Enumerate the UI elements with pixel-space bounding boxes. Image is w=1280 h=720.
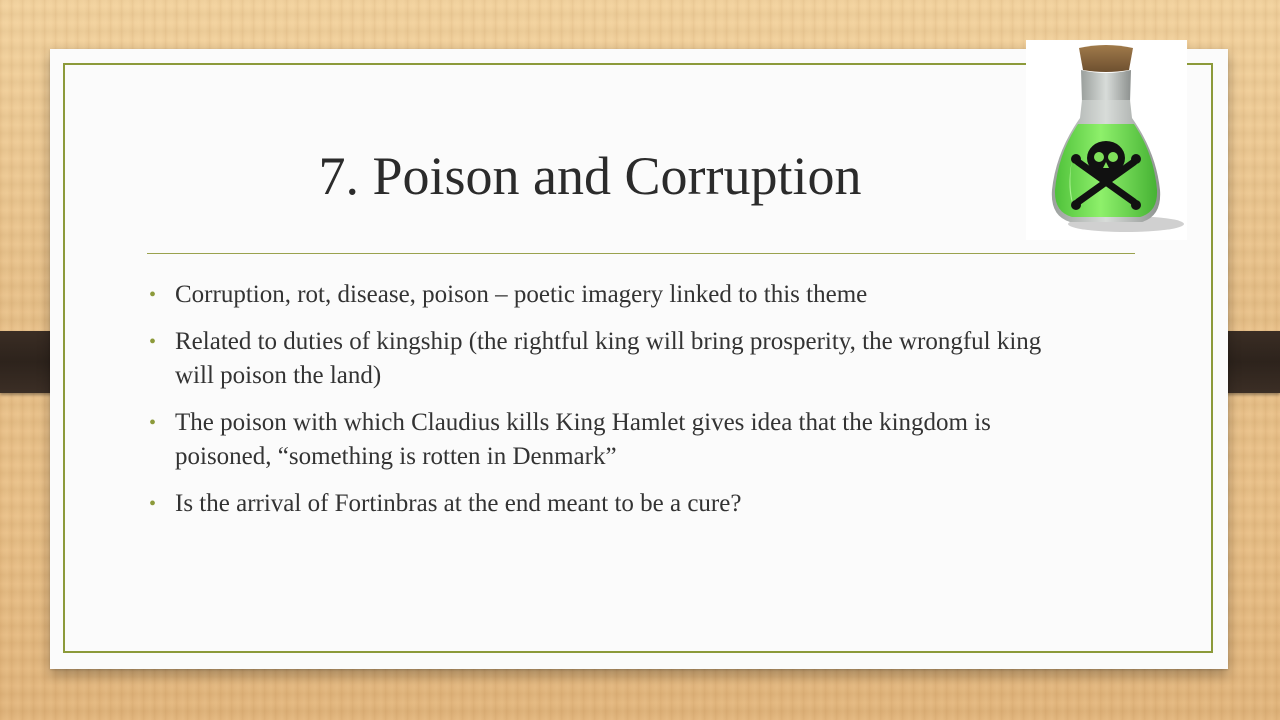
- title-divider: [147, 253, 1135, 254]
- bullet-item: [145, 278, 1075, 312]
- bullet-text: The poison with which Claudius kills King Hamlet gives idea that the kingdom is poisoned, “something is rotten in Denmark”: [175, 409, 991, 470]
- bullet-text: Related to duties of kingship (the rightful king will bring prosperity, the wrongful king will poison the land): [175, 328, 1042, 389]
- bullet-item: [145, 325, 1075, 393]
- bullet-item: [145, 406, 1075, 474]
- bullet-item: [145, 487, 1075, 521]
- poison-bottle-image: [1026, 40, 1187, 240]
- bullet-dot-icon: •: [149, 284, 157, 306]
- bullet-dot-icon: •: [149, 493, 157, 515]
- poison-bottle-icon: [1026, 40, 1187, 240]
- bullet-list: [145, 278, 1075, 534]
- bullet-text: Corruption, rot, disease, poison – poetic imagery linked to this theme: [175, 281, 868, 308]
- bullet-text: Is the arrival of Fortinbras at the end meant to be a cure?: [175, 490, 742, 517]
- bullet-dot-icon: •: [149, 412, 157, 434]
- slide-title: 7. Poison and Corruption: [318, 146, 862, 206]
- bullet-dot-icon: •: [149, 331, 157, 353]
